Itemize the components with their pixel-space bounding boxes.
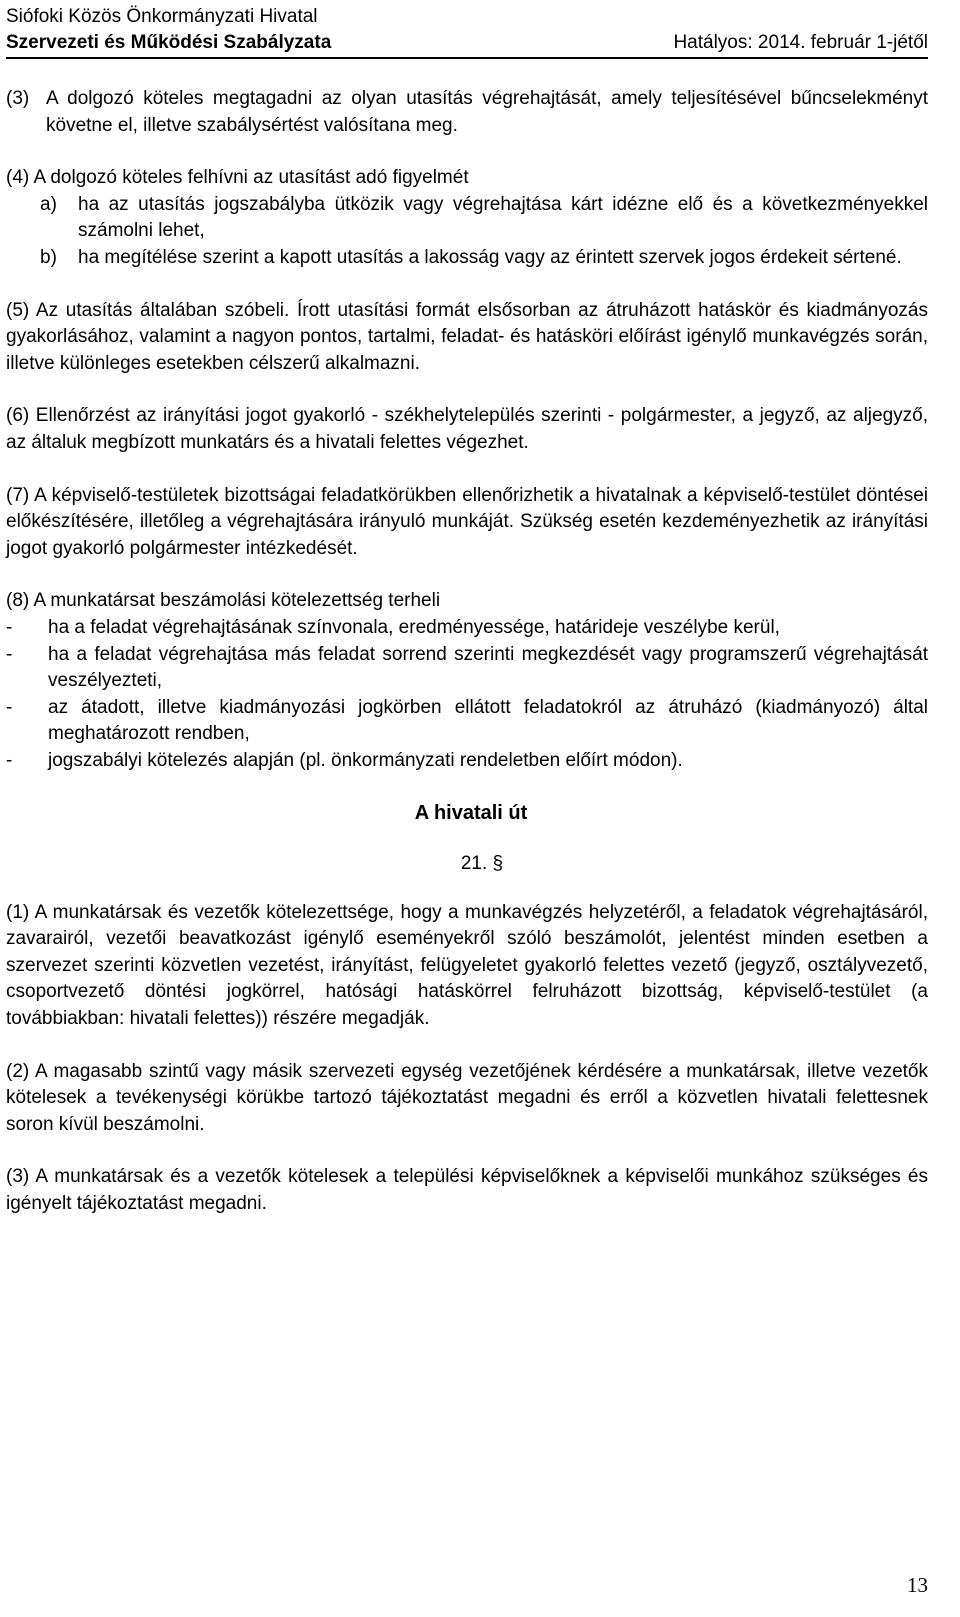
list-item — [6, 748, 928, 775]
paragraph-4 — [6, 165, 928, 271]
paragraph-intro: (4) A dolgozó köteles felhívni az utasítást adó figyelmét — [6, 167, 469, 189]
dash-marker: - — [6, 749, 13, 771]
list-item-text: ha a feladat végrehajtásának színvonala, eredményessége, határideje veszélybe kerül, — [48, 616, 780, 638]
paragraph-8 — [6, 588, 928, 774]
sub-item-b — [40, 245, 928, 272]
dash-marker: - — [6, 616, 13, 638]
header-org: Siófoki Közös Önkormányzati Hivatal — [6, 6, 318, 27]
dash-marker: - — [6, 696, 13, 718]
section-number: 21. § — [460, 853, 504, 875]
sub-item-label: a) — [40, 193, 57, 215]
list-item-text: jogszabályi kötelezés alapján (pl. önkormányzati rendeletben előírt módon). — [48, 749, 683, 771]
paragraph-6: (6) Ellenőrzést az irányítási jogot gyakorló - székhelytelepülés szerinti - polgármester, a jegyző, az aljegyző, az általuk megbízott munkatárs és a hivatali felettes végezhet. — [6, 405, 928, 453]
header-doc-title: Szervezeti és Működési Szabályzata — [6, 32, 332, 53]
sub-list — [6, 192, 928, 272]
paragraph-5: (5) Az utasítás általában szóbeli. Írott utasítási formát elsősorban az átruházott hatáskör és kiadmányozás gyakorlásához, valamint a nagyon pontos, tartalmi, feladat- és hatásköri előírást igénylő munkavégzés során, illetve különleges esetekben célszerű alkalmazni. — [6, 299, 928, 374]
dash-marker: - — [6, 643, 13, 665]
header-row — [6, 30, 928, 56]
sub-item-a — [40, 192, 928, 245]
sub-item-label: b) — [40, 246, 57, 268]
paragraph-3 — [6, 86, 928, 139]
dash-list — [6, 615, 928, 775]
list-item — [6, 615, 928, 642]
list-item — [6, 695, 928, 748]
list-item-text: ha a feladat végrehajtása más feladat sorrend szerinti megkezdését vagy programszerű végrehajtását veszélyezteti, — [48, 643, 928, 692]
paragraph-label: (3) — [6, 88, 30, 109]
document-body — [6, 86, 928, 1244]
page-number: 13 — [907, 1573, 928, 1597]
header-effective-date: Hatályos: 2014. február 1-jétől — [673, 32, 928, 53]
section-21-paragraph-3: (3) A munkatársak és a vezetők kötelesek a települési képviselőknek a képviselői munkához szükséges és igényelt tájékoztatást megadni. — [6, 1166, 928, 1214]
section-21-paragraph-1: (1) A munkatársak és vezetők kötelezettsége, hogy a munkavégzés helyzetéről, a feladatok végrehajtásáról, zavarairól, vezetői beavatkozást igénylő eseményekről szóló beszámolót, jelentést minden esetben a szervezet szerinti közvetlen vezetést, irányítást, felügyeletet gyakorló felettes vezető (jegyző, osztályvezető, csoportvezető döntési jogkörrel, hatósági hatáskörrel felruházott bizottság, képviselő-testület (a továbbiakban: hivatali felettes)) részére megadják. — [6, 901, 928, 1030]
paragraph-text: A dolgozó köteles megtagadni az olyan utasítás végrehajtását, amely teljesítésével bűncselekményt követne el, illetve szabálysértést valósítana meg. — [46, 88, 928, 136]
paragraph-7: (7) A képviselő-testületek bizottságai feladatkörükben ellenőrizhetik a hivatalnak a képviselő-testület döntései előkészítésére, illetőleg a végrehajtására irányuló munkáját. Szükség esetén kezdeményezhetik az irányítási jogot gyakorló polgármester intézkedését. — [6, 484, 928, 559]
sub-item-text: ha az utasítás jogszabályba ütközik vagy végrehajtása kárt idézne elő és a következményekkel számolni lehet, — [78, 193, 928, 242]
header-divider — [6, 57, 928, 59]
section-heading: A hivatali út — [414, 802, 528, 825]
section-21-paragraph-2: (2) A magasabb szintű vagy másik szervezeti egység vezetőjének kérdésére a munkatársak, illetve vezetők kötelesek a tevékenységi körükbe tartozó tájékoztatást megadni és erről a közvetlen hivatali felettesnek soron kívül beszámolni. — [6, 1060, 928, 1135]
paragraph-intro: (8) A munkatársat beszámolási kötelezettség terheli — [6, 590, 441, 612]
sub-item-text: ha megítélése szerint a kapott utasítás a lakosság vagy az érintett szervek jogos érdekeit sértené. — [78, 246, 902, 268]
list-item-text: az átadott, illetve kiadmányozási jogkörben ellátott feladatokról az átruházó (kiadmányozó) által meghatározott rendben, — [48, 696, 928, 745]
page-header — [6, 4, 928, 56]
list-item — [6, 642, 928, 695]
